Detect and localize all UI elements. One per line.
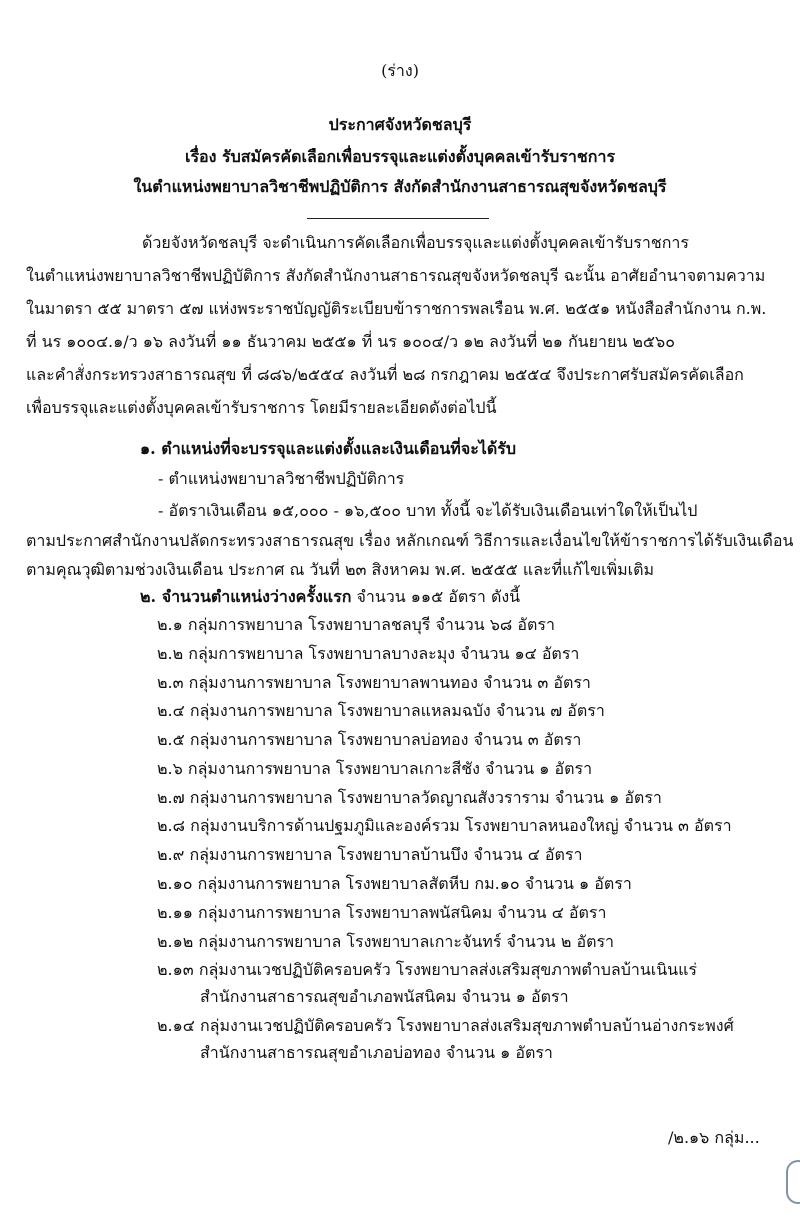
intro-line: เพื่อบรรจุและแต่งตั้งบุคคลเข้ารับราชการ โดยมีรายละเอียดดังต่อไปนี้ [26,398,497,417]
page-corner-mark [786,1160,800,1204]
section2-heading [140,586,520,608]
section1-salary-line: - อัตราเงินเดือน ๑๕,๐๐๐ - ๑๖,๕๐๐ บาท ทั้งนี้ จะได้รับเงินเดือนเท่าใดให้เป็นไป [158,501,698,520]
list-item: ๒.๑๓ กลุ่มงานเวชปฏิบัติครอบครัว โรงพยาบาลส่งเสริมสุขภาพตำบลบ้านเนินแร่ [157,960,698,979]
list-item: ๒.๕ กลุ่มงานการพยาบาล โรงพยาบาลบ่อทอง จำนวน ๓ อัตรา [157,730,582,749]
section2-heading-rest: จำนวน ๑๑๕ อัตรา ดังนี้ [351,587,521,606]
list-item: ๒.๒ กลุ่มการพยาบาล โรงพยาบาลบางละมุง จำนวน ๑๔ อัตรา [157,644,580,663]
section1-heading: ๑. ตำแหน่งที่จะบรรจุและแต่งตั้งและเงินเดือนที่จะได้รับ [140,439,516,458]
list-item: ๒.๗ กลุ่มงานการพยาบาล โรงพยาบาลวัดญาณสังวราราม จำนวน ๑ อัตรา [157,788,662,807]
announcement-subject: เรื่อง รับสมัครคัดเลือกเพื่อบรรจุและแต่งตั้งบุคคลเข้ารับราชการ [184,147,616,166]
section1-salary-line: ตามคุณวุฒิตามช่วงเงินเดือน ประกาศ ณ วันที่ ๒๓ สิงหาคม พ.ศ. ๒๕๕๕ และที่แก้ไขเพิ่มเติม [26,560,655,579]
list-item: ๒.๑ กลุ่มการพยาบาล โรงพยาบาลชลบุรี จำนวน ๖๘ อัตรา [157,615,555,634]
list-item: ๒.๖ กลุ่มงานการพยาบาล โรงพยาบาลเกาะสีชัง จำนวน ๑ อัตรา [157,759,593,778]
title-divider [307,218,489,219]
section1-position: - ตำแหน่งพยาบาลวิชาชีพปฏิบัติการ [158,469,405,488]
list-item: ๒.๑๐ กลุ่มงานการพยาบาล โรงพยาบาลสัตหีบ กม.๑๐ จำนวน ๑ อัตรา [157,874,632,893]
continuation-note: /๒.๑๖ กลุ่ม... [668,1128,760,1147]
list-item: ๒.๙ กลุ่มงานการพยาบาล โรงพยาบาลบ้านบึง จำนวน ๔ อัตรา [157,845,583,864]
announcement-title: ประกาศจังหวัดชลบุรี [328,115,472,134]
list-item-continuation: สำนักงานสาธารณสุขอำเภอบ่อทอง จำนวน ๑ อัตรา [200,1043,553,1062]
intro-line: ในมาตรา ๕๕ มาตรา ๕๗ แห่งพระราชบัญญัติระเบียบข้าราชการพลเรือน พ.ศ. ๒๕๕๑ หนังสือสำนักงาน ก.พ. [26,299,767,318]
section2-heading-bold: ๒. จำนวนตำแหน่งว่างครั้งแรก [140,587,352,606]
announcement-position: ในตำแหน่งพยาบาลวิชาชีพปฏิบัติการ สังกัดสำนักงานสาธารณสุขจังหวัดชลบุรี [133,177,667,196]
list-item: ๒.๑๔ กลุ่มงานเวชปฏิบัติครอบครัว โรงพยาบาลส่งเสริมสุขภาพตำบลบ้านอ่างกระพงศ์ [157,1016,734,1035]
section1-salary-line: ตามประกาศสำนักงานปลัดกระทรวงสาธารณสุข เรื่อง หลักเกณฑ์ วิธีการและเงื่อนไขให้ข้าราชการได้รับเงินเดือน [26,531,794,550]
intro-line: ด้วยจังหวัดชลบุรี จะดำเนินการคัดเลือกเพื่อบรรจุและแต่งตั้งบุคคลเข้ารับราชการ [142,233,689,252]
list-item: ๒.๔ กลุ่มงานการพยาบาล โรงพยาบาลแหลมฉบัง จำนวน ๗ อัตรา [157,701,605,720]
list-item: ๒.๑๒ กลุ่มงานการพยาบาล โรงพยาบาลเกาะจันทร์ จำนวน ๒ อัตรา [157,932,615,951]
draft-label: (ร่าง) [381,61,419,80]
list-item: ๒.๓ กลุ่มงานการพยาบาล โรงพยาบาลพานทอง จำนวน ๓ อัตรา [157,673,591,692]
intro-line: และคำสั่งกระทรวงสาธารณสุข ที่ ๘๘๖/๒๕๕๔ ลงวันที่ ๒๘ กรกฎาคม ๒๕๕๔ จึงประกาศรับสมัครคัดเลือก [26,365,744,384]
intro-line: ที่ นร ๑๐๐๔.๑/ว ๑๖ ลงวันที่ ๑๑ ธันวาคม ๒๕๕๑ ที่ นร ๑๐๐๔/ว ๑๒ ลงวันที่ ๒๑ กันยายน ๒๕๖๐ [26,332,675,351]
list-item: ๒.๑๑ กลุ่มงานการพยาบาล โรงพยาบาลพนัสนิคม จำนวน ๔ อัตรา [157,903,607,922]
intro-line: ในตำแหน่งพยาบาลวิชาชีพปฏิบัติการ สังกัดสำนักงานสาธารณสุขจังหวัดชลบุรี ฉะนั้น อาศัยอำนาจตามความ [26,266,766,285]
list-item-continuation: สำนักงานสาธารณสุขอำเภอพนัสนิคม จำนวน ๑ อัตรา [200,987,569,1006]
list-item: ๒.๘ กลุ่มงานบริการด้านปฐมภูมิและองค์รวม โรงพยาบาลหนองใหญ่ จำนวน ๓ อัตรา [157,816,732,835]
